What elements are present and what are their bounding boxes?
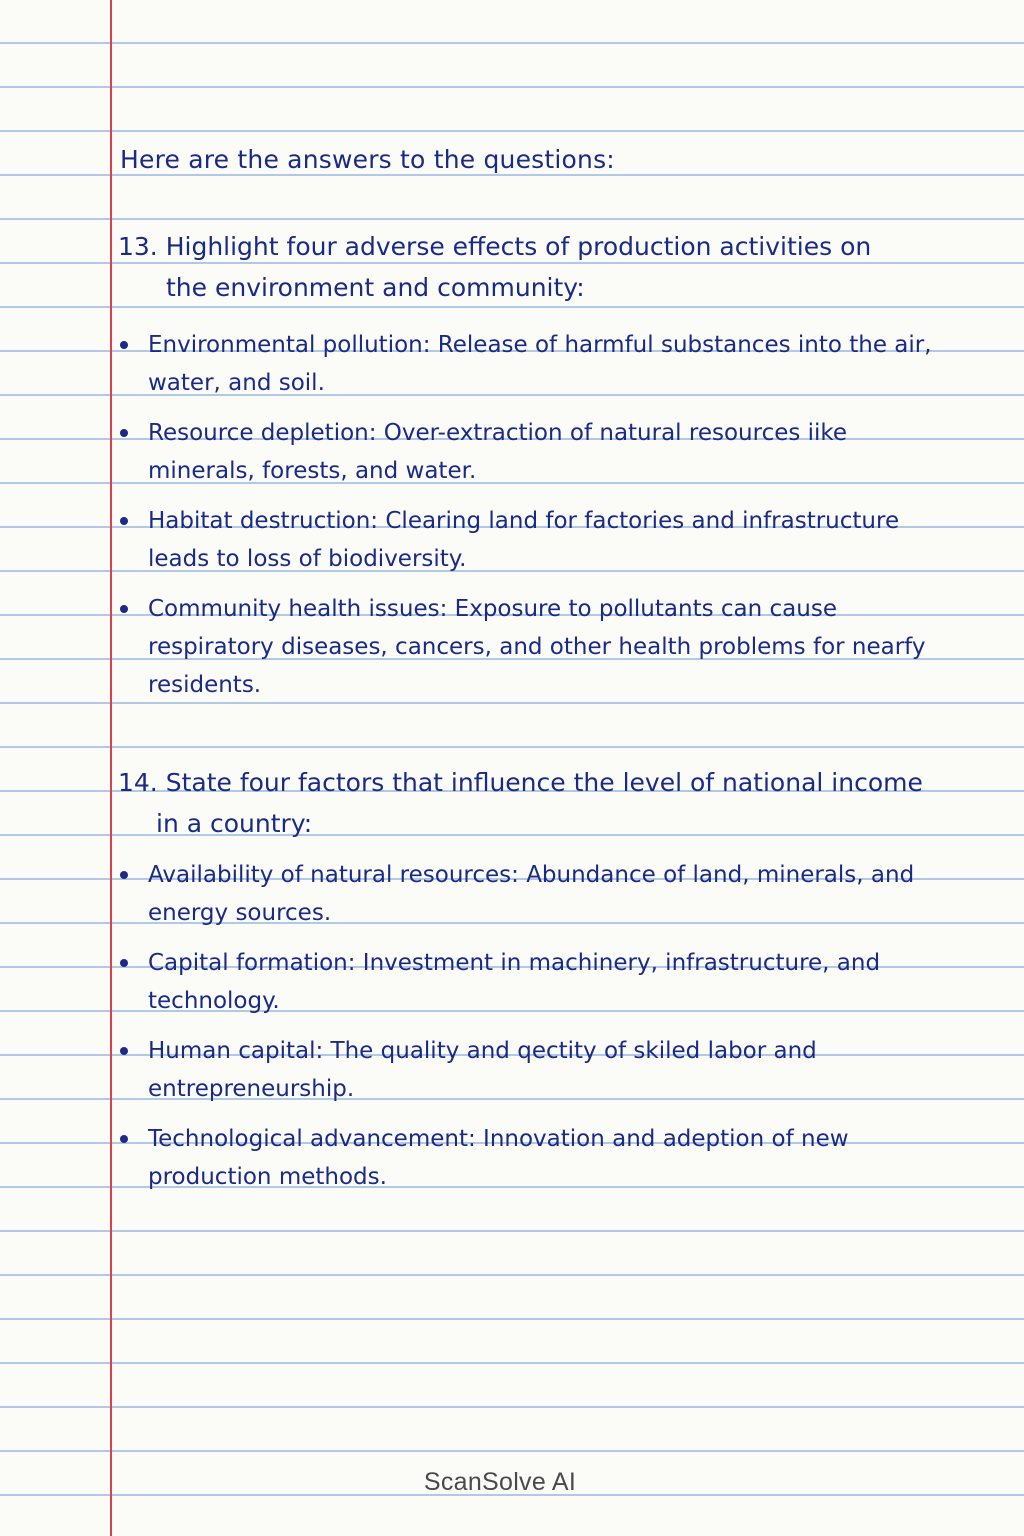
bullet-icon <box>120 429 128 437</box>
question-14-heading <box>118 762 923 844</box>
question-14-line-1: 14. State four factors that influence the level of national income <box>118 768 923 797</box>
bullet-icon <box>120 959 128 967</box>
list-item <box>118 944 938 1020</box>
red-margin-line <box>110 0 112 1536</box>
bullet-text: Human capital: The quality and qectity of skiled labor and entrepreneurship. <box>148 1038 817 1102</box>
bullet-icon <box>120 871 128 879</box>
bullet-icon <box>120 605 128 613</box>
bullet-text: Technological advancement: Innovation and adeption of new production methods. <box>148 1126 849 1190</box>
footer-watermark: ScanSolve AI <box>423 1468 577 1496</box>
bullet-text: Resource depletion: Over-extraction of natural resources iike minerals, forests, and water. <box>148 420 848 484</box>
bullet-icon <box>120 341 128 349</box>
bullet-text: Environmental pollution: Release of harmful substances into the air, water, and soil. <box>148 332 932 396</box>
bullet-icon <box>120 1135 128 1143</box>
question-14-answer-list <box>118 856 938 1208</box>
list-item <box>118 414 938 490</box>
question-13-heading <box>118 226 871 308</box>
bullet-icon <box>120 517 128 525</box>
bullet-text: Community health issues: Exposure to pollutants can cause respiratory diseases, cancers, and other health problems for nearfy residents. <box>148 596 926 698</box>
list-item <box>118 502 938 578</box>
intro-text: Here are the answers to the questions: <box>120 145 615 174</box>
question-13-answer-list <box>118 326 938 716</box>
question-14-line-2: in a country: <box>156 809 313 838</box>
list-item <box>118 1120 938 1196</box>
list-item <box>118 1032 938 1108</box>
question-13-line-2: the environment and community: <box>166 273 585 302</box>
bullet-text: Habitat destruction: Clearing land for factories and infrastructure leads to loss of biodiversity. <box>148 508 900 572</box>
question-13-line-1: 13. Highlight four adverse effects of production activities on <box>118 232 872 261</box>
bullet-icon <box>120 1047 128 1055</box>
bullet-text: Capital formation: Investment in machinery, infrastructure, and technology. <box>148 950 881 1014</box>
bullet-text: Availability of natural resources: Abundance of land, minerals, and energy sources. <box>148 862 915 926</box>
list-item <box>118 326 938 402</box>
list-item <box>118 856 938 932</box>
list-item <box>118 590 938 704</box>
